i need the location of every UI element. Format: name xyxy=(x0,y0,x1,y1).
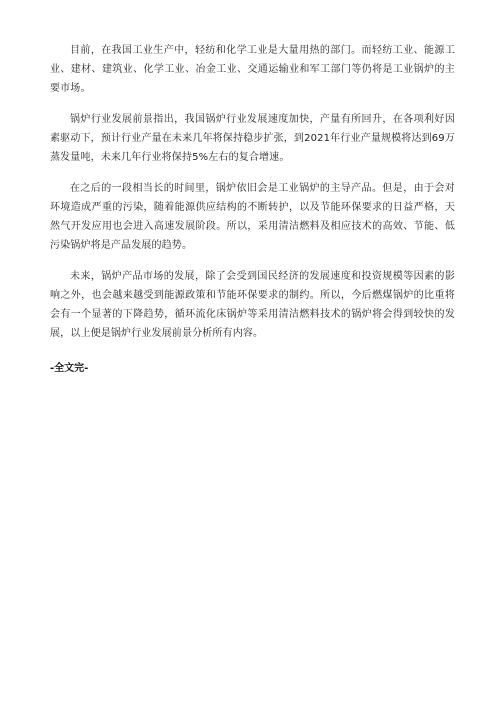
paragraph-2: 锅炉行业发展前景指出，我国锅炉行业发展速度加快，产量有所回升，在各项利好因素驱动下，预计行业产量在未来几年将保持稳步扩张，到2021年行业产量规模将达到69万蒸发量吨，未来几年行业将保持5%左右的复合增速。 xyxy=(50,114,455,163)
paragraph-1: 目前，在我国工业生产中，轻纺和化学工业是大量用热的部门。而轻纺工业、能源工业、建材、建筑业、化学工业、冶金工业、交通运输业和军工部门等仍将是工业锅炉的主要市场。 xyxy=(50,45,455,94)
paragraph-3: 在之后的一段相当长的时间里，锅炉依旧会是工业锅炉的主导产品。但是，由于会对环境造成严重的污染，随着能源供应结构的不断转护，以及节能环保要求的日益严格，天然气开发应用也会进入高速发展阶段。所以，采用清洁燃料及相应技术的高效、节能、低污染锅炉将是产品发展的趋势。 xyxy=(50,183,455,251)
document-body xyxy=(50,41,455,374)
end-of-text-mark: -全文完- xyxy=(50,363,89,374)
paragraph-4: 未来，锅炉产品市场的发展，除了会受到国民经济的发展速度和投资规模等因素的影响之外，也会越来越受到能源政策和节能环保要求的制约。所以，今后燃煤锅炉的比重将会有一个显著的下降趋势，循环流化床锅炉等采用清洁燃料技术的锅炉将会得到较快的发展，以上便是锅炉行业发展前景分析所有内容。 xyxy=(50,271,455,339)
